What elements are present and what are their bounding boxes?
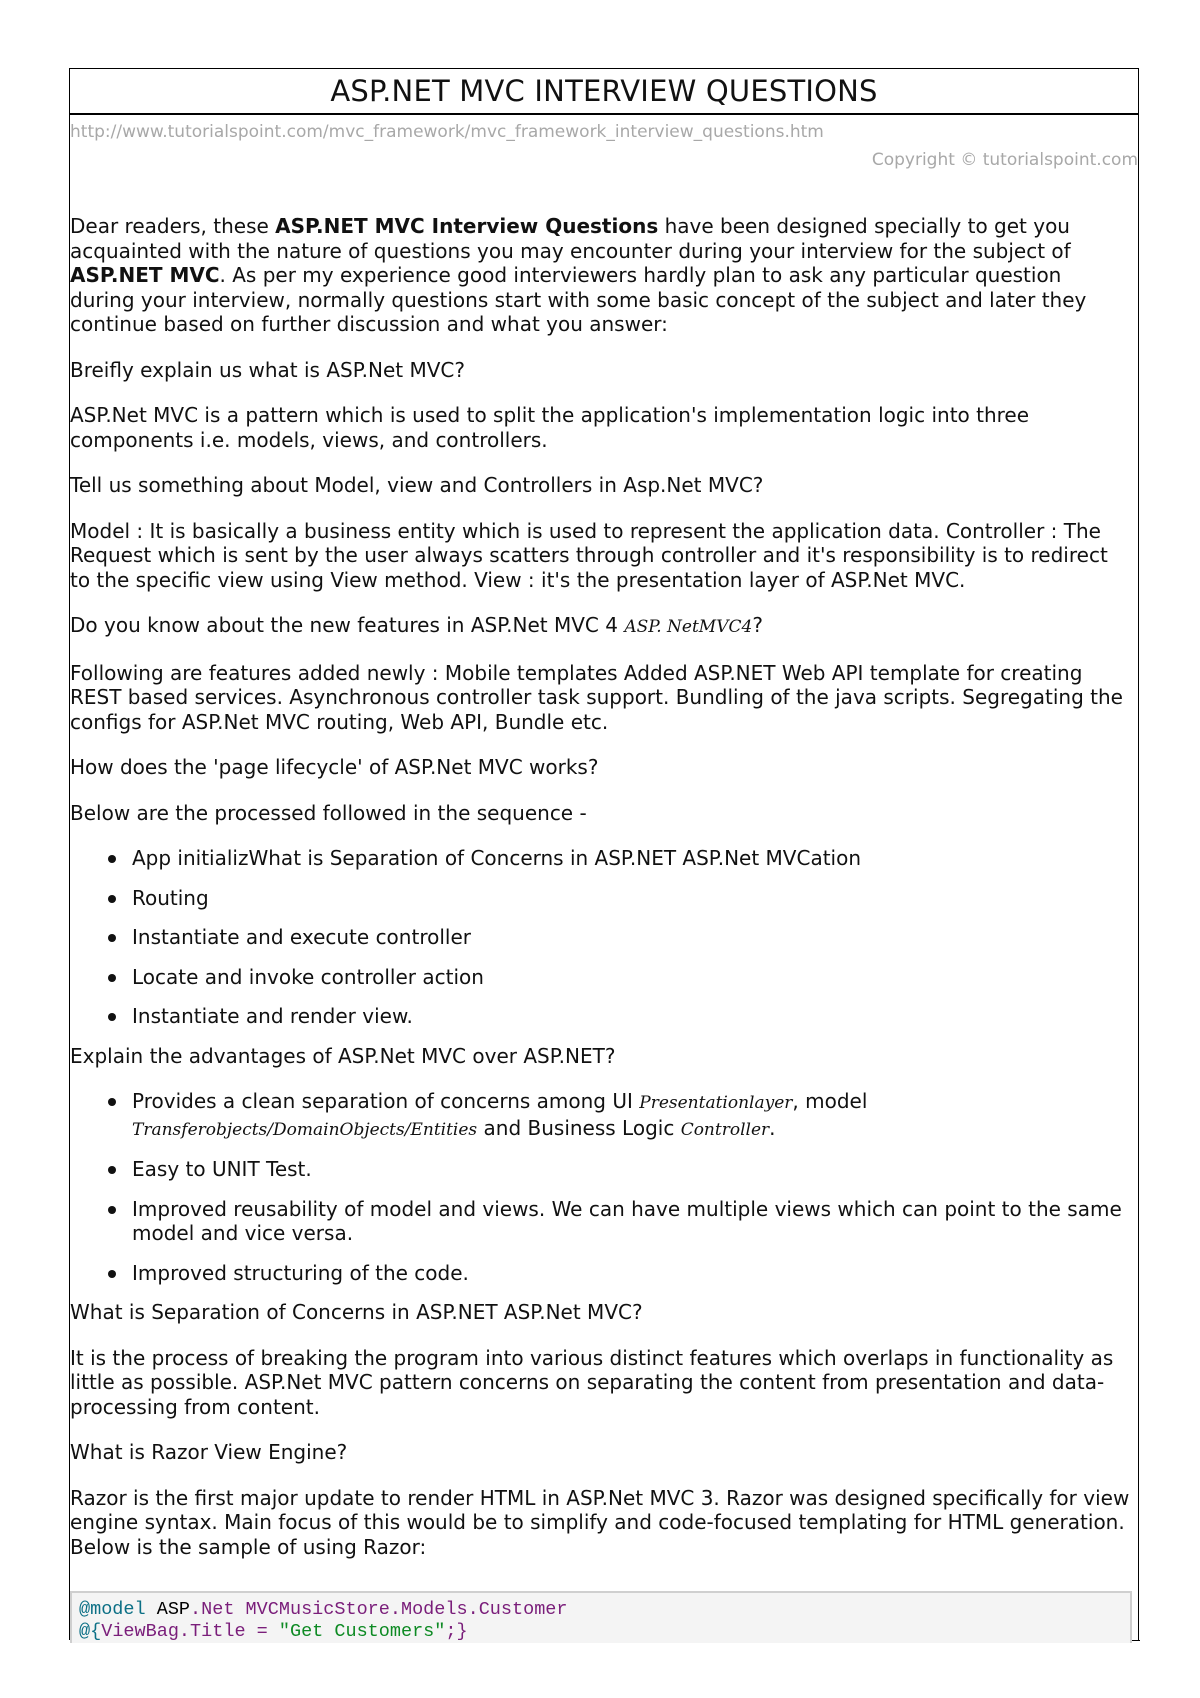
- intro-bold-1: ASP.NET MVC Interview Questions: [275, 214, 659, 238]
- question-6: What is Separation of Concerns in ASP.NET ASP.Net MVC?: [70, 1300, 643, 1324]
- list-item: Improved structuring of the code.: [132, 1261, 1132, 1286]
- source-url-link[interactable]: http://www.tutorialspoint.com/mvc_framework/mvc_framework_interview_questions.htm: [70, 122, 824, 142]
- list-item: Instantiate and render view.: [132, 1004, 1132, 1029]
- code-block: [70, 1591, 1132, 1643]
- question-2: Tell us something about Model, view and Controllers in Asp.Net MVC?: [70, 473, 764, 497]
- list-item: App initializWhat is Separation of Concerns in ASP.NET ASP.Net MVCation: [132, 846, 1132, 871]
- code-line-2: @{ViewBag.Title = "Get Customers";}: [79, 1621, 468, 1642]
- answer-3: Following are features added newly : Mobile templates Added ASP.NET Web API template for creating REST based services. Asynchronous controller task support. Bundling of the java scripts. Segregating the configs for ASP.Net MVC routing, Web API, Bundle etc.: [70, 660, 1123, 734]
- intro-paragraph: Dear readers, these ASP.NET MVC Interview Questions have been designed specially to get you acquainted with the nature of questions you may encounter during your interview for the subject of ASP.NET MVC. As per my experience good interviewers hardly plan to ask any particular question during your interview, normally questions start with some basic concept of the subject and later they continue based on further discussion and what you answer:: [70, 214, 1087, 336]
- answer-2: Model : It is basically a business entity which is used to represent the application data. Controller : The Request which is sent by the user always scatters through controller and it's responsibility is to redirect to the specific view using View method. View : it's the presentation layer of ASP.Net MVC.: [70, 518, 1108, 592]
- math-expression: Controller: [680, 1119, 770, 1140]
- math-expression: ASP. NetMVC4: [624, 617, 753, 637]
- intro-bold-2: ASP.NET MVC: [70, 263, 220, 287]
- list-item: Locate and invoke controller action: [132, 965, 1132, 990]
- question-7: What is Razor View Engine?: [70, 1440, 348, 1464]
- question-1: Breifly explain us what is ASP.Net MVC?: [70, 357, 465, 382]
- page-title: ASP.NET MVC INTERVIEW QUESTIONS: [330, 73, 878, 108]
- copyright-notice: Copyright © tutorialspoint.com: [871, 150, 1138, 170]
- list-item: Routing: [132, 886, 1132, 911]
- answer-7: Razor is the first major update to render HTML in ASP.Net MVC 3. Razor was designed specifically for view engine syntax. Main focus of this would be to simplify and code-focused templating for HTML generation. Below is the sample of using Razor:: [70, 1485, 1130, 1559]
- answer-1: ASP.Net MVC is a pattern which is used to split the application's implementation logic into three components i.e. models, views, and controllers.: [70, 403, 1030, 452]
- math-expression: Transferobjects/DomainObjects/Entities: [132, 1119, 478, 1140]
- question-4: How does the 'page lifecycle' of ASP.Net MVC works?: [70, 755, 599, 779]
- list-item: Provides a clean separation of concerns among UI Presentationlayer, model Transferobjects/DomainObjects/Entities and Business Logic Controller.: [132, 1089, 1132, 1142]
- list-item: Instantiate and execute controller: [132, 925, 1132, 950]
- list-item: Improved reusability of model and views. We can have multiple views which can point to the same model and vice versa.: [132, 1197, 1132, 1246]
- question-3: Do you know about the new features in ASP.Net MVC 4 ASP. NetMVC4?: [70, 613, 763, 637]
- question-5: Explain the advantages of ASP.Net MVC over ASP.NET?: [70, 1043, 616, 1068]
- lifecycle-list: [70, 846, 1132, 1029]
- code-line-1: @model ASP.Net MVCMusicStore.Models.Customer: [79, 1599, 568, 1620]
- answer-4: Below are the processed followed in the sequence -: [70, 800, 587, 825]
- advantages-list: [70, 1089, 1132, 1285]
- article-body: [70, 214, 1132, 1580]
- math-expression: Presentationlayer: [639, 1093, 793, 1113]
- title-bar: [69, 68, 1139, 115]
- answer-6: It is the process of breaking the program into various distinct features which overlaps in functionality as little as possible. ASP.Net MVC pattern concerns on separating the content from presentation and data-processing from content.: [70, 1345, 1114, 1419]
- frame-edge: [1132, 1640, 1140, 1641]
- list-item: Easy to UNIT Test.: [132, 1157, 1132, 1182]
